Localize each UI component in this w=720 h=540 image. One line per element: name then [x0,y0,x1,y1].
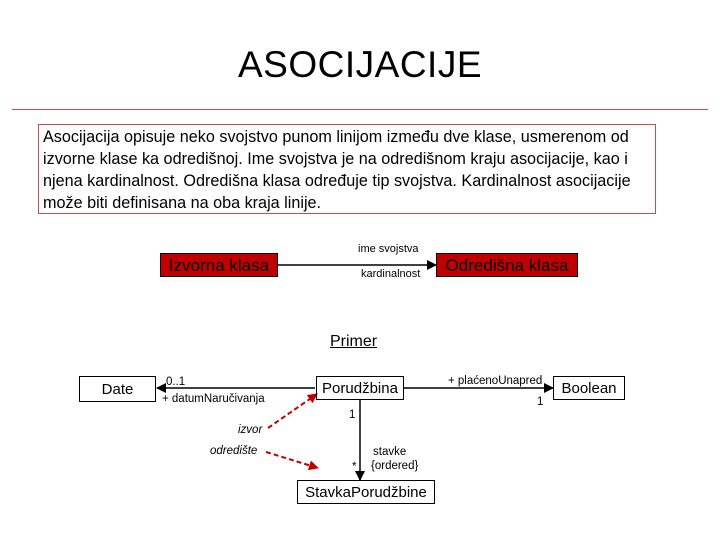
source-class-box [160,253,278,277]
date-multiplicity-label: 0..1 [166,376,186,388]
items-multiplicity-label: * [352,461,357,473]
source-note-arrow [268,394,317,428]
paid-role-label: + plaćenoUnapred [448,375,543,387]
description-text: Asocijacija opisuje neko svojstvo punom linijom između dve klase, usmerenom od izvorne klase ka odredišnoj. Ime svojstva je na odredišnom kraju asocijacije, kao i njena kardinalnost. Odredišna klasa određuje tip svojstva. Kardinalnost asocijacije može biti definisana na oba kraja linije. [43,128,631,212]
source-class-label: Izvorna klasa [168,256,270,275]
slide-title: ASOCIJACIJE [238,44,482,85]
date-class-label: Date [101,381,134,398]
source-note-label: izvor [238,424,263,436]
boolean-class-box [553,376,625,400]
property-name-label: ime svojstva [358,243,419,255]
title-divider [12,109,708,110]
items-role-label: stavke [373,446,407,458]
order-item-class-label: StavkaPorudžbine [305,484,427,501]
order-class-label: Porudžbina [322,380,398,397]
target-class-label: Odredišna klasa [445,256,569,275]
order-end-multiplicity-label: 1 [349,409,356,421]
date-class-box [79,376,156,402]
target-class-box [436,253,578,277]
order-class-box [316,376,404,400]
date-role-label: + datumNaručivanja [162,393,265,405]
order-item-class-box [297,480,435,504]
target-note-arrow [266,452,318,468]
cardinality-label: kardinalnost [361,268,421,280]
boolean-class-label: Boolean [561,380,617,397]
target-note-label: odredište [210,445,258,457]
paid-multiplicity-label: 1 [537,396,544,408]
example-heading: Primer [330,333,378,350]
items-constraint-label: {ordered} [371,460,419,472]
description-box [38,124,656,214]
